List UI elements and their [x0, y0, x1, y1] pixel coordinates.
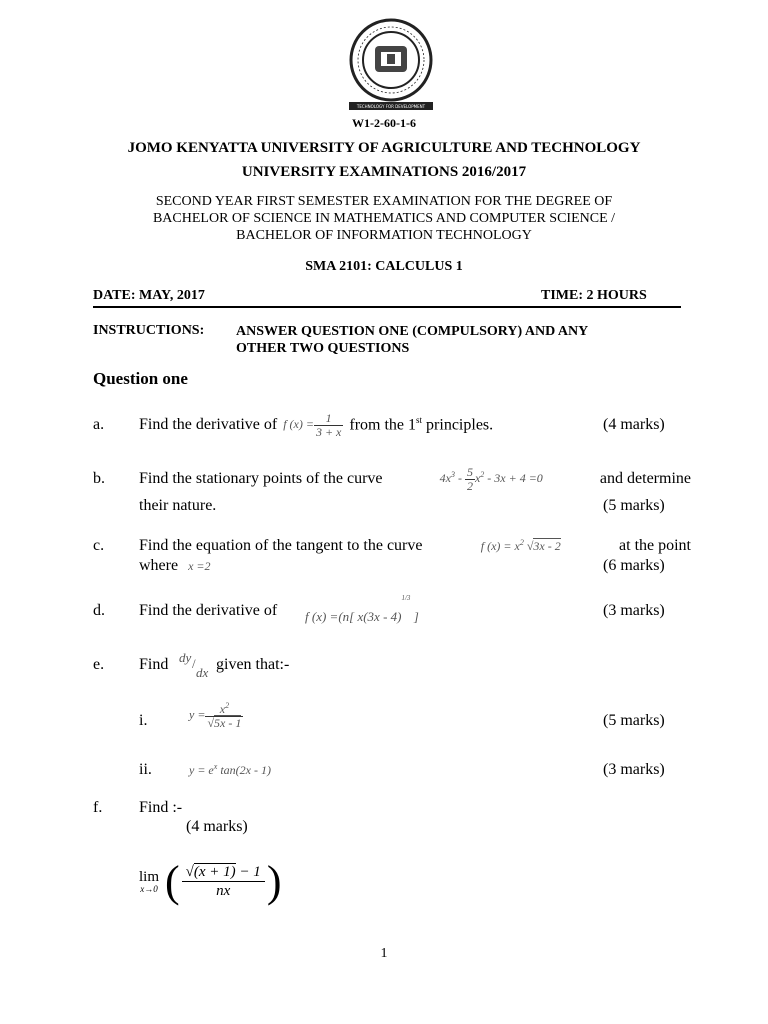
formula-e-dydx: dy / dx [179, 650, 209, 680]
question-e-i-marks: (5 marks) [603, 712, 665, 729]
question-c-where: where [139, 557, 179, 574]
instructions-label: INSTRUCTIONS: [93, 323, 205, 338]
question-d-marks: (3 marks) [603, 602, 665, 619]
question-e-ii-label: ii. [139, 761, 152, 778]
question-a-marks: (4 marks) [603, 416, 665, 433]
formula-f-limit: lim x→0 ( $\frac{√(x + 1) - 1}{nx}$ ) [139, 857, 282, 906]
program-line-2: BACHELOR OF SCIENCE IN MATHEMATICS AND COMPUTER SCIENCE / [152, 211, 616, 226]
question-f-prefix: Find :- [139, 799, 183, 816]
formula-b: $4x^3$ - $\frac{5}{2}$ $x^2 - 3x + 4 =0$ [439, 464, 543, 493]
question-f-marks: (4 marks) [186, 818, 248, 835]
instructions-text [236, 323, 588, 357]
exam-code: W1-2-60-1-6 [352, 116, 416, 130]
question-d-prefix: Find the derivative of [139, 602, 278, 619]
question-b-prefix: Find the stationary points of the curve [139, 470, 383, 487]
formula-c-point: x =2 [188, 558, 211, 573]
exam-title: UNIVERSITY EXAMINATIONS 2016/2017 [241, 164, 527, 180]
question-b-text [139, 462, 691, 496]
program-line-3: BACHELOR OF INFORMATION TECHNOLOGY [236, 228, 532, 243]
question-e-suffix: given that:- [216, 656, 290, 673]
header-divider [93, 306, 681, 308]
question-e-ii-marks: (3 marks) [603, 761, 665, 778]
formula-c: f $(x) = x^2$ √3x - 2 [480, 538, 561, 553]
page-number: 1 [380, 946, 388, 961]
exam-date: DATE: MAY, 2017 [93, 288, 205, 303]
formula-e-i: y = $\frac{x^2}{√5x - 1}$ [189, 701, 242, 730]
formula-e-ii: $y = e^x$ tan(2x - 1) [189, 762, 271, 777]
university-name: JOMO KENYATTA UNIVERSITY OF AGRICULTURE AND TECHNOLOGY [127, 140, 641, 156]
question-b-marks: (5 marks) [603, 497, 665, 514]
question-c-marks: (6 marks) [603, 557, 665, 574]
question-a-suffix: from the 1st principles. [349, 415, 494, 434]
course-title: SMA 2101: CALCULUS 1 [305, 259, 463, 274]
lim-operator: lim x→0 [139, 869, 160, 894]
question-b-line2: their nature. [139, 497, 217, 514]
section-title: Question one [93, 369, 188, 388]
formula-a: f (x) = $\frac{1}{3 + x}$ [283, 410, 342, 439]
instructions-line-1: ANSWER QUESTION ONE (COMPULSORY) AND ANY [236, 324, 589, 339]
university-logo [343, 16, 439, 112]
question-c-line2 [139, 557, 211, 575]
question-c-text [139, 537, 691, 555]
question-f-label: f. [93, 799, 103, 816]
limit-fraction: $\frac{√(x + 1) - 1}{nx}$ [182, 865, 265, 900]
question-b-label: b. [93, 470, 105, 487]
question-c-prefix: Find the equation of the tangent to the curve [139, 537, 423, 554]
exam-time: TIME: 2 HOURS [541, 288, 647, 303]
question-a-prefix: Find the derivative of [139, 416, 278, 433]
question-e-label: e. [93, 656, 105, 673]
question-d-label: d. [93, 602, 105, 619]
formula-d: f (x) =(n[ x(3x - 4)$^{1/3}$ ] [305, 593, 419, 624]
question-a-label: a. [93, 416, 105, 433]
question-c-label: c. [93, 537, 105, 554]
program-description [0, 193, 768, 244]
question-e-prefix: Find [139, 656, 169, 673]
question-c-suffix: at the point [619, 537, 691, 554]
question-a-text [139, 408, 493, 442]
program-line-1: SECOND YEAR FIRST SEMESTER EXAMINATION FOR THE DEGREE OF [155, 194, 613, 209]
question-b-suffix: and determine [599, 470, 691, 487]
instructions-line-2: OTHER TWO QUESTIONS [236, 341, 410, 356]
question-e-i-label: i. [139, 712, 148, 729]
svg-text:TECHNOLOGY FOR DEVELOPMENT: TECHNOLOGY FOR DEVELOPMENT [356, 104, 426, 109]
